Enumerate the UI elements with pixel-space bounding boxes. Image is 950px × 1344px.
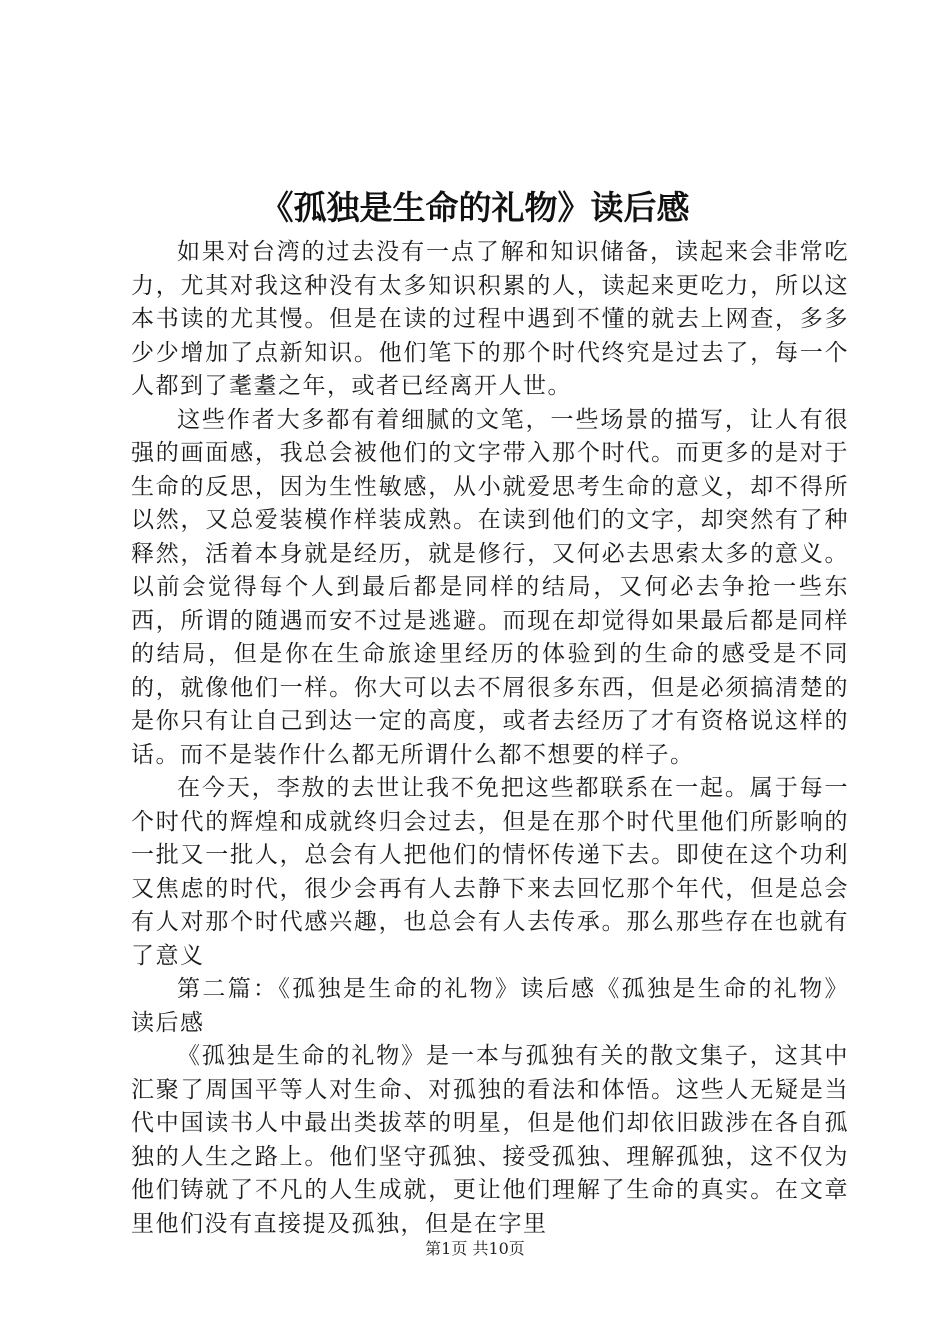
document-body [131, 236, 849, 1241]
paragraph: 在今天，李敖的去世让我不免把这些都联系在一起。属于每一个时代的辉煌和成就终归会过去，但是在那个时代里他们所影响的一批又一批人，总会有人把他们的情怀传递下去。即使在这个功利又焦虑的时代，很少会再有人去静下来去回忆那个年代，但是总会有人对那个时代感兴趣，也总会有人去传承。那么那些存在也就有了意义 [131, 775, 849, 969]
section-heading-paragraph: 第二篇：《孤独是生命的礼物》读后感《孤独是生命的礼物》读后感 [131, 976, 849, 1036]
document-title: 《孤独是生命的礼物》读后感 [260, 188, 690, 227]
paragraph: 《孤独是生命的礼物》是一本与孤独有关的散文集子，这其中汇聚了周国平等人对生命、对孤独的看法和体悟。这些人无疑是当代中国读书人中最出类拔萃的明星，但是他们却依旧跋涉在各自孤独的人生之路上。他们坚守孤独、接受孤独、理解孤独，这不仅为他们铸就了不凡的人生成就，更让他们理解了生命的真实。在文章里他们没有直接提及孤独，但是在字里 [131, 1043, 849, 1237]
paragraph: 如果对台湾的过去没有一点了解和知识储备，读起来会非常吃力，尤其对我这种没有太多知识积累的人，读起来更吃力，所以这本书读的尤其慢。但是在读的过程中遇到不懂的就去上网查，多多少少增加了点新知识。他们笔下的那个时代终究是过去了，每一个人都到了耄耋之年，或者已经离开人世。 [131, 239, 849, 399]
paragraph: 这些作者大多都有着细腻的文笔，一些场景的描写，让人有很强的画面感，我总会被他们的文字带入那个时代。而更多的是对于生命的反思，因为生性敏感，从小就爱思考生命的意义，却不得所以然，又总爱装模作样装成熟。在读到他们的文字，却突然有了种释然，活着本身就是经历，就是修行，又何必去思索太多的意义。以前会觉得每个人到最后都是同样的结局，又何必去争抢一些东西，所谓的随遇而安不过是逃避。而现在却觉得如果最后都是同样的结局，但是你在生命旅途里经历的体验到的生命的感受是不同的，就像他们一样。你大可以去不屑很多东西，但是必须搞清楚的是你只有让自己到达一定的高度，或者去经历了才有资格说这样的话。而不是装作什么都无所谓什么都不想要的样子。 [131, 406, 849, 768]
page-footer: 第1页 共10页 [425, 1239, 525, 1258]
